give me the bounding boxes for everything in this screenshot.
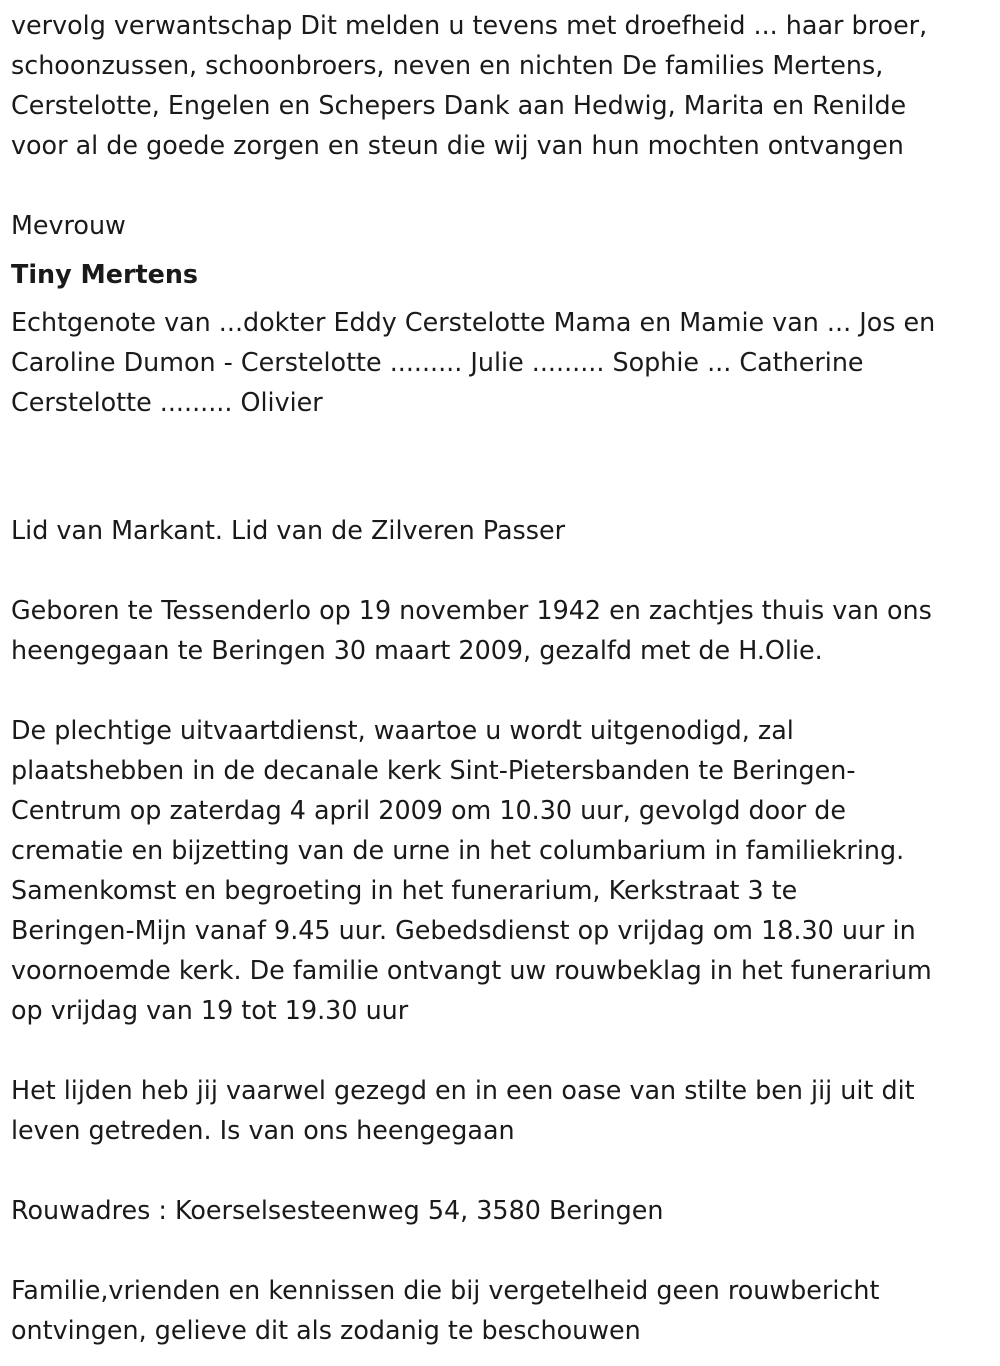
- birth-death-paragraph: Geboren te Tessenderlo op 19 november 1942 en zachtjes thuis van ons heengegaan te Beringen 30 maart 2009, gezalfd met de H.Olie.: [11, 595, 932, 665]
- family-paragraph: Echtgenote van ...dokter Eddy Cerstelotte Mama en Mamie van ... Jos en Caroline Dumon - Cerstelotte ......... Julie ......... Sophie ... Catherine Cerstelotte ......... Olivier: [11, 307, 936, 417]
- membership-paragraph: Lid van Markant. Lid van de Zilveren Passer: [11, 515, 566, 545]
- remembrance-paragraph: Het lijden heb jij vaarwel gezegd en in een oase van stilte ben jij uit dit leven getreden. Is van ons heengegaan: [11, 1075, 915, 1145]
- funeral-service-paragraph: De plechtige uitvaartdienst, waartoe u wordt uitgenodigd, zal plaatshebben in de decanale kerk Sint-Pietersbanden te Beringen- Centrum op zaterdag 4 april 2009 om 10.30 uur, gevolgd door de crematie en bijzetting van de urne in het columbarium in familiekring. Samenkomst en begroeting in het funerarium, Kerkstraat 3 te Beringen-Mijn vanaf 9.45 uur. Gebedsdienst op vrijdag om 18.30 uur in voornoemde kerk. De familie ontvangt uw rouwbeklag in het funerarium op vrijdag van 19 tot 19.30 uur: [11, 715, 932, 1025]
- mourning-address: Rouwadres : Koerselsesteenweg 54, 3580 Beringen: [11, 1195, 664, 1225]
- relatives-paragraph: vervolg verwantschap Dit melden u tevens met droefheid ... haar broer, schoonzussen, schoonbroers, neven en nichten De families Mertens, Cerstelotte, Engelen en Schepers Dank aan Hedwig, Marita en Renilde voor al de goede zorgen en steun die wij van hun mochten ontvangen: [11, 10, 928, 160]
- deceased-name: Tiny Mertens: [11, 259, 199, 289]
- salutation: Mevrouw: [11, 210, 126, 240]
- closing-note: Familie,vrienden en kennissen die bij vergetelheid geen rouwbericht ontvingen, gelieve dit als zodanig te beschouwen: [11, 1275, 880, 1345]
